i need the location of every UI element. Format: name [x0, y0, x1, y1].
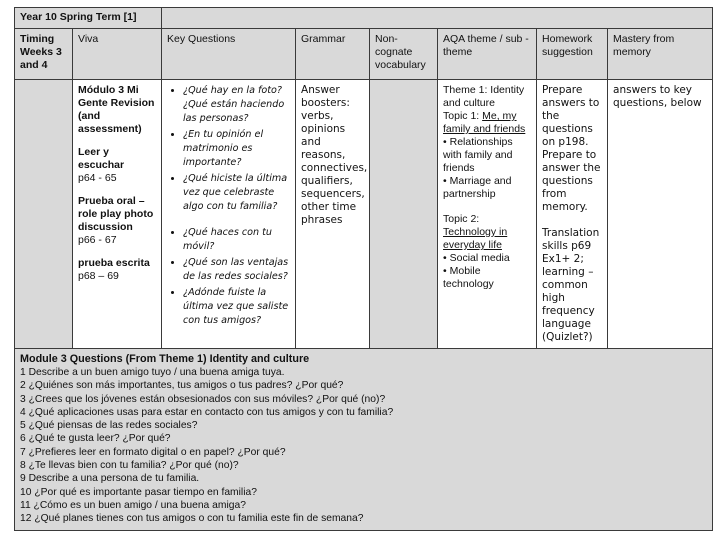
- lesson-plan-table: [14, 7, 713, 531]
- topic-link: Me, my family and friends: [443, 110, 526, 135]
- viva-item: [78, 195, 156, 247]
- header-non-cognate: Non-cognate vocabulary: [370, 29, 438, 80]
- questions-cell: [15, 349, 713, 531]
- header-timing: Timing Weeks 3 and 4: [15, 29, 73, 80]
- question-item: 9 Describe a una persona de tu familia.: [20, 473, 200, 485]
- viva-item: [78, 146, 156, 185]
- viva-pages: p68 – 69: [78, 270, 119, 282]
- viva-item: [78, 84, 156, 136]
- questions-title: Module 3 Questions (From Theme 1) Identity and culture: [20, 353, 310, 365]
- key-question: • ¿Qué son las ventajas de las redes sociales?: [183, 256, 290, 284]
- viva-title: Prueba oral – role play photo discussion: [78, 195, 154, 233]
- question-item: 10 ¿Por qué es importante pasar tiempo en familia?: [20, 486, 257, 498]
- question-item: 7 ¿Prefieres leer en formato digital o en papel? ¿Por qué?: [20, 446, 286, 458]
- viva-pages: p64 - 65: [78, 172, 117, 184]
- question-item: 3 ¿Crees que los jóvenes están obsesionados con sus móviles? ¿Por qué (no)?: [20, 393, 386, 405]
- homework-part1: Prepare answers to the questions on p198. Prepare to answer the questions from memory.: [542, 84, 601, 213]
- theme2-topic: [443, 213, 531, 252]
- viva-cell: [73, 80, 162, 349]
- key-questions-cell: [162, 80, 296, 349]
- theme1-line: Theme 1: Identity and culture: [443, 84, 525, 109]
- theme-item: • Mobile technology: [443, 265, 494, 290]
- key-questions-list: [167, 226, 290, 328]
- homework-cell: [537, 80, 608, 349]
- non-cognate-cell: [370, 80, 438, 349]
- grammar-cell: Answer boosters: verbs, opinions and reasons, connectives, qualifiers, sequencers, other time phrases: [296, 80, 370, 349]
- mastery-cell: answers to key questions, below: [608, 80, 713, 349]
- aqa-theme-cell: [438, 80, 537, 349]
- key-questions-list: [167, 84, 290, 214]
- topic-prefix: Topic 1:: [443, 110, 483, 122]
- question-item: 8 ¿Te llevas bien con tu familia? ¿Por qué (no)?: [20, 460, 239, 472]
- viva-pages: p66 - 67: [78, 234, 117, 246]
- viva-title: Módulo 3 Mi Gente Revision (and assessment): [78, 84, 155, 135]
- topic-link: Technology in everyday life: [443, 226, 508, 251]
- key-question: • ¿En tu opinión el matrimonio es importante?: [183, 128, 290, 170]
- key-question: • ¿Qué hiciste la última vez que celebraste algo con tu familia?: [183, 172, 290, 214]
- question-item: 1 Describe a un buen amigo tuyo / una buena amiga tuya.: [20, 367, 285, 378]
- header-key-questions: Key Questions: [162, 29, 296, 80]
- key-question: • ¿Adónde fuiste la última vez que saliste con tus amigos?: [183, 286, 290, 328]
- viva-title: Leer y escuchar: [78, 146, 125, 171]
- key-question: • ¿Qué haces con tu móvil?: [183, 226, 290, 254]
- question-item: 2 ¿Quiénes son más importantes, tus amigos o tus padres? ¿Por qué?: [20, 380, 344, 392]
- question-item: 4 ¿Qué aplicaciones usas para estar en contacto con tus amigos y con tu familia?: [20, 406, 394, 418]
- title-blank-cell: [162, 8, 713, 29]
- theme-item: • Relationships with family and friends: [443, 136, 513, 174]
- header-homework: Homework suggestion: [537, 29, 608, 80]
- header-grammar: Grammar: [296, 29, 370, 80]
- topic-prefix: Topic 2:: [443, 213, 480, 225]
- viva-item: [78, 257, 156, 283]
- question-item: 6 ¿Qué te gusta leer? ¿Por qué?: [20, 433, 171, 445]
- key-question: • ¿Qué hay en la foto? ¿Qué están haciendo las personas?: [183, 84, 290, 126]
- question-item: 11 ¿Cómo es un buen amigo / una buena amiga?: [20, 499, 246, 511]
- header-viva: Viva: [73, 29, 162, 80]
- theme-item: • Marriage and partnership: [443, 175, 512, 200]
- header-aqa-theme: AQA theme / sub -theme: [438, 29, 537, 80]
- timing-cell: [15, 80, 73, 349]
- question-item: 5 ¿Qué piensas de las redes sociales?: [20, 420, 198, 432]
- theme-item: • Social media: [443, 252, 510, 264]
- header-mastery: Mastery from memory: [608, 29, 713, 80]
- theme1-topic: [443, 110, 531, 136]
- table-title: Year 10 Spring Term [1]: [15, 8, 162, 29]
- question-item: 12 ¿Qué planes tienes con tus amigos o con tu familia este fin de semana?: [20, 513, 364, 525]
- viva-title: prueba escrita: [78, 257, 150, 269]
- homework-part2: Translation skills p69 Ex1+ 2; learning – common high frequency language (Quizlet?): [542, 227, 600, 343]
